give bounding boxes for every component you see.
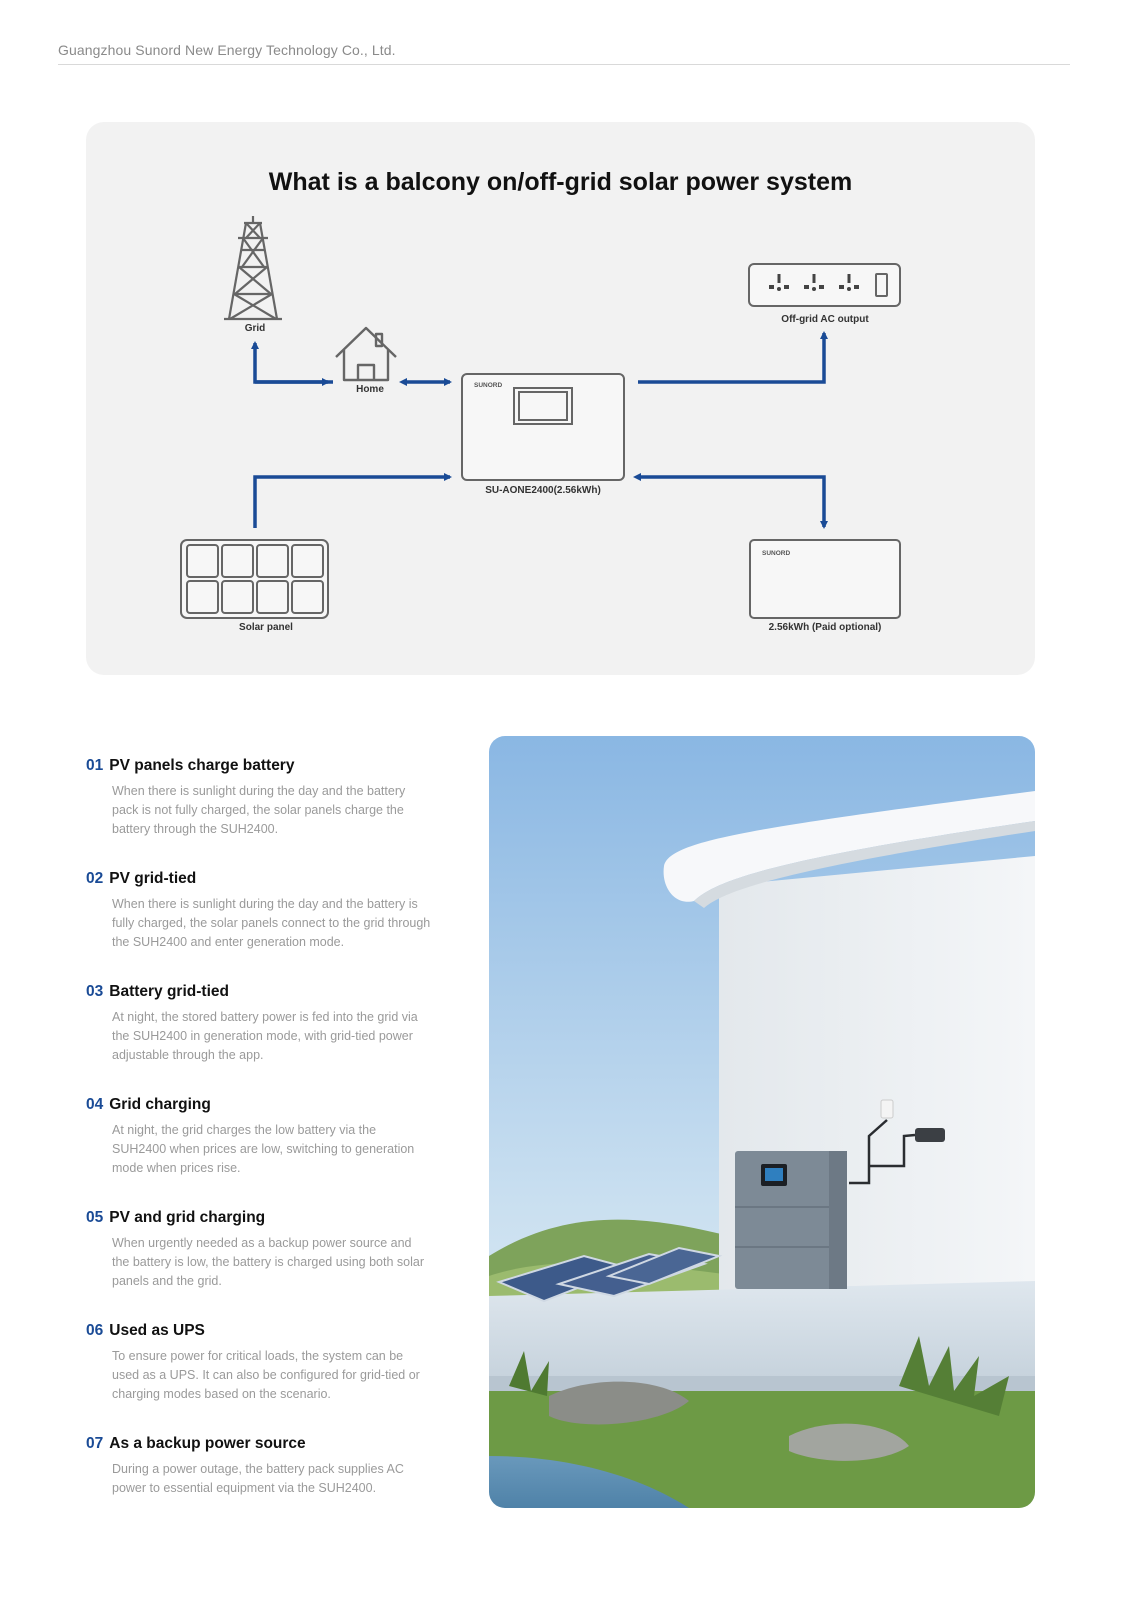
feature-title: As a backup power source — [109, 1435, 306, 1452]
home-icon — [336, 328, 396, 380]
inverter-icon — [462, 374, 624, 480]
feature-item — [86, 1096, 436, 1178]
feature-heading — [86, 1096, 436, 1114]
feature-heading — [86, 1209, 436, 1227]
feature-description: At night, the grid charges the low battery via the SUH2400 when prices are low, switching to generation mode when prices rise. — [112, 1123, 415, 1175]
feature-item — [86, 983, 436, 1065]
feature-item — [86, 1435, 436, 1498]
feature-heading — [86, 1435, 436, 1453]
feature-description: At night, the stored battery power is fed into the grid via the SUH2400 in generation mode, with grid-tied power adjustable through the app. — [112, 1010, 418, 1062]
inverter-brand: SUNORD — [474, 382, 503, 389]
feature-description: To ensure power for critical loads, the system can be used as a UPS. It can also be configured for grid-tied or charging modes based on the scenario. — [112, 1349, 420, 1401]
arrow-solar-to-inverter — [255, 477, 450, 528]
feature-item — [86, 1322, 436, 1404]
system-diagram-card — [86, 122, 1035, 675]
feature-number: 01 — [86, 757, 104, 774]
feature-title: Battery grid-tied — [109, 983, 229, 1000]
feature-description: During a power outage, the battery pack supplies AC power to essential equipment via the SUH2400. — [112, 1462, 404, 1495]
feature-item — [86, 1209, 436, 1291]
feature-description: When urgently needed as a backup power source and the battery is low, the battery is charged using both solar panels and the grid. — [112, 1236, 424, 1288]
diagram-title: What is a balcony on/off-grid solar power system — [268, 168, 853, 196]
arrow-to-grid — [255, 343, 333, 382]
system-diagram — [86, 122, 1035, 675]
grid-tower-icon — [224, 216, 282, 319]
battery-brand: SUNORD — [762, 550, 791, 557]
arrow-inverter-battery — [639, 477, 824, 527]
feature-number: 05 — [86, 1209, 104, 1226]
feature-heading — [86, 870, 436, 888]
offgrid-label: Off-grid AC output — [781, 314, 869, 325]
battery-label: 2.56kWh (Paid optional) — [768, 622, 882, 633]
feature-item — [86, 870, 436, 952]
feature-number: 02 — [86, 870, 104, 887]
feature-number: 06 — [86, 1322, 104, 1339]
feature-description: When there is sunlight during the day and the battery is fully charged, the solar panels connect to the grid through the SUH2400 and enter generation mode. — [112, 897, 431, 949]
solar-label: Solar panel — [239, 622, 293, 633]
feature-title: PV grid-tied — [109, 870, 197, 887]
company-header: Guangzhou Sunord New Energy Technology Co., Ltd. — [58, 42, 1070, 65]
feature-heading — [86, 1322, 436, 1340]
feature-heading — [86, 757, 436, 775]
feature-title: PV panels charge battery — [109, 757, 295, 774]
arrow-to-offgrid — [638, 333, 824, 382]
feature-number: 07 — [86, 1435, 104, 1452]
feature-number: 04 — [86, 1096, 104, 1113]
feature-title: Grid charging — [109, 1096, 211, 1113]
home-label: Home — [356, 384, 384, 395]
feature-title: PV and grid charging — [109, 1209, 266, 1226]
feature-number: 03 — [86, 983, 104, 1000]
feature-description: When there is sunlight during the day and the battery pack is not fully charged, the solar panels charge the battery through the SUH2400. — [112, 784, 406, 836]
feature-title: Used as UPS — [109, 1322, 205, 1339]
inverter-label: SU-AONE2400(2.56kWh) — [485, 485, 601, 496]
feature-item — [86, 757, 436, 839]
product-scene-photo — [489, 736, 1035, 1508]
feature-heading — [86, 983, 436, 1001]
solar-panel-icon — [181, 540, 328, 618]
grid-label: Grid — [244, 323, 266, 334]
